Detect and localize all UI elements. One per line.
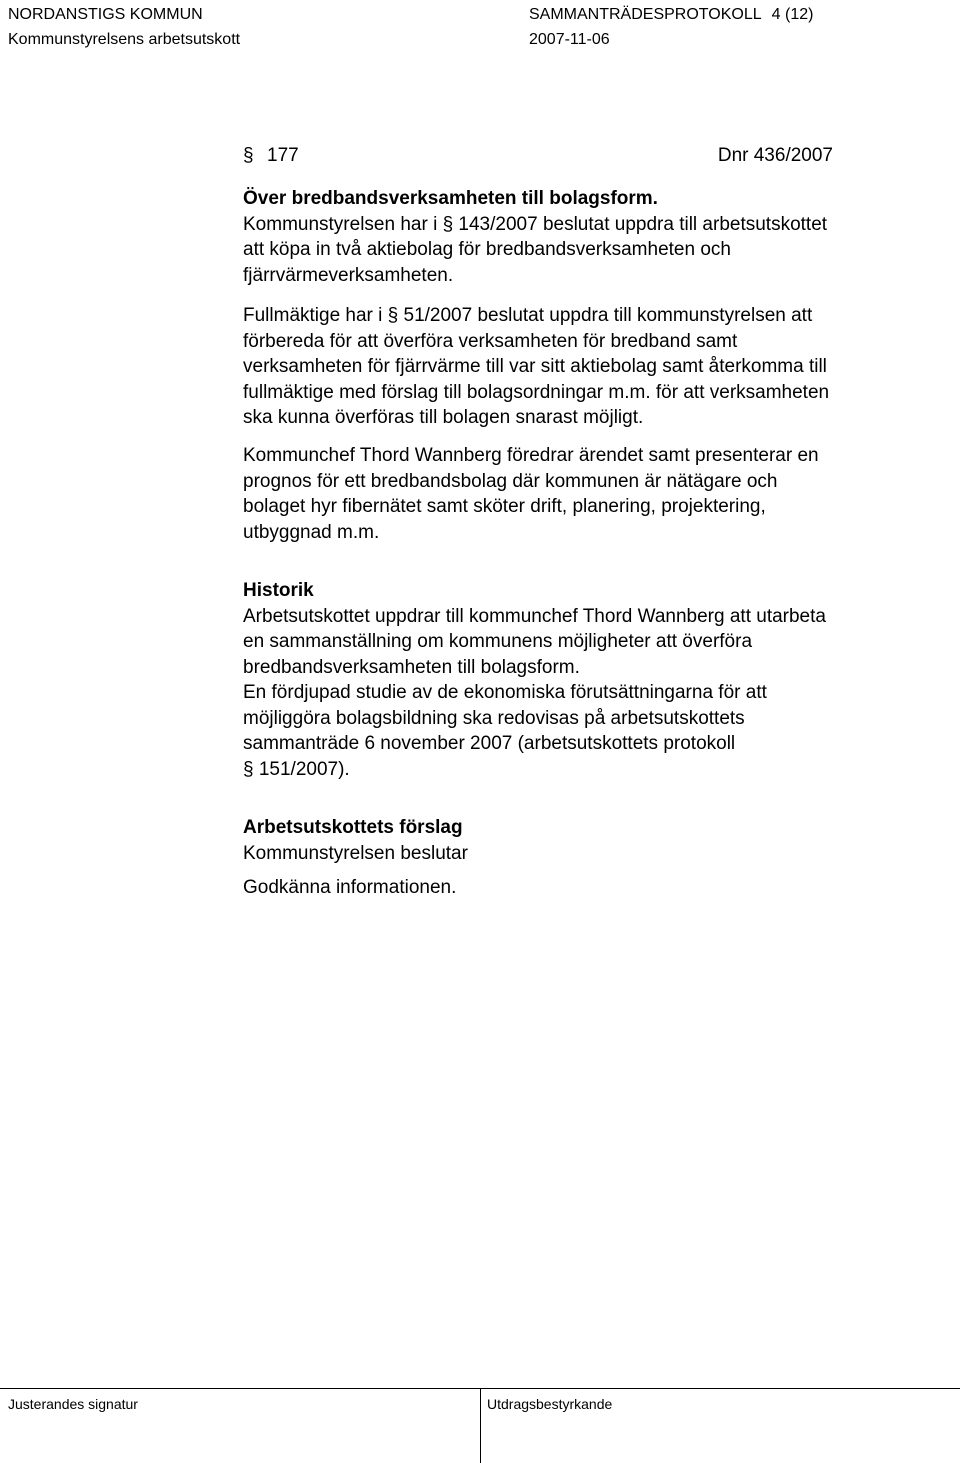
paragraph-line: förbereda för att överföra verksamheten för bredband samt (243, 330, 738, 352)
paragraph-line: Fullmäktige har i § 51/2007 beslutat uppdra till kommunstyrelsen att (243, 305, 813, 326)
forslag-heading: Arbetsutskottets förslag (243, 817, 463, 838)
organization-name: NORDANSTIGS KOMMUN (8, 6, 203, 23)
paragraph-line: fullmäktige med förslag till bolagsordningar m.m. för att verksamheten (243, 381, 830, 403)
historik-line: en sammanställning om kommunens möjligheter att överföra (243, 631, 753, 652)
historik-line: bredbandsverksamheten till bolagsform. (243, 656, 580, 678)
intro-line: att köpa in två aktiebolag för bredbandsverksamheten och (243, 239, 731, 260)
dnr-reference: Dnr 436/2007 (717, 145, 833, 166)
historik-line: Arbetsutskottet uppdrar till kommunchef Thord Wannberg att utarbeta (243, 605, 826, 627)
document-type-line (529, 6, 813, 24)
footer-divider (480, 1388, 481, 1463)
page-number: 4 (12) (771, 6, 814, 23)
signature-footer (0, 1388, 960, 1463)
paragraph-line: verksamheten för fjärrvärme till var sitt aktiebolag samt återkomma till (243, 356, 827, 377)
historik-heading: Historik (243, 580, 314, 601)
forslag-section (243, 815, 468, 866)
committee-name: Kommunstyrelsens arbetsutskott (8, 31, 241, 48)
document-type: SAMMANTRÄDESPROTOKOLL (529, 6, 762, 23)
case-title: Över bredbandsverksamheten till bolagsform. (243, 188, 658, 209)
signature-label: Justerandes signatur (8, 1396, 138, 1412)
paragraph-line: ska kunna överföras till bolagen snarast möjligt. (243, 407, 644, 428)
paragraph-line: utbyggnad m.m. (243, 521, 380, 543)
historik-section (243, 578, 826, 782)
certification-label: Utdragsbestyrkande (487, 1396, 613, 1412)
paragraph-line: prognos för ett bredbandsbolag där kommunen är nätägare och (243, 470, 778, 492)
intro-line: fjärrvärmeverksamheten. (243, 264, 454, 286)
forslag-line: Kommunstyrelsen beslutar (243, 842, 468, 864)
historik-line: möjliggöra bolagsbildning ska redovisas på arbetsutskottets (243, 707, 745, 729)
historik-line: En fördjupad studie av de ekonomiska förutsättningarna för att (243, 682, 767, 703)
fullmaktige-paragraph (243, 303, 829, 431)
paragraph-line: Kommunchef Thord Wannberg föredrar ärendet samt presenterar en (243, 445, 819, 466)
decision-block (243, 875, 456, 901)
meeting-date: 2007-11-06 (529, 31, 610, 48)
paragraph-line: bolaget hyr fibernätet samt sköter drift, planering, projektering, (243, 496, 766, 517)
intro-line: Kommunstyrelsen har i § 143/2007 beslutat uppdra till arbetsutskottet (243, 213, 828, 235)
historik-line: sammanträde 6 november 2007 (arbetsutskottets protokoll (243, 733, 736, 754)
case-intro-block (243, 186, 827, 288)
paragraph-symbol: § (243, 145, 254, 166)
kommunchef-paragraph (243, 443, 819, 545)
historik-line: § 151/2007). (243, 758, 350, 780)
case-number-row (243, 143, 833, 168)
decision-text: Godkänna informationen. (243, 877, 457, 898)
case-number: 177 (267, 145, 299, 166)
